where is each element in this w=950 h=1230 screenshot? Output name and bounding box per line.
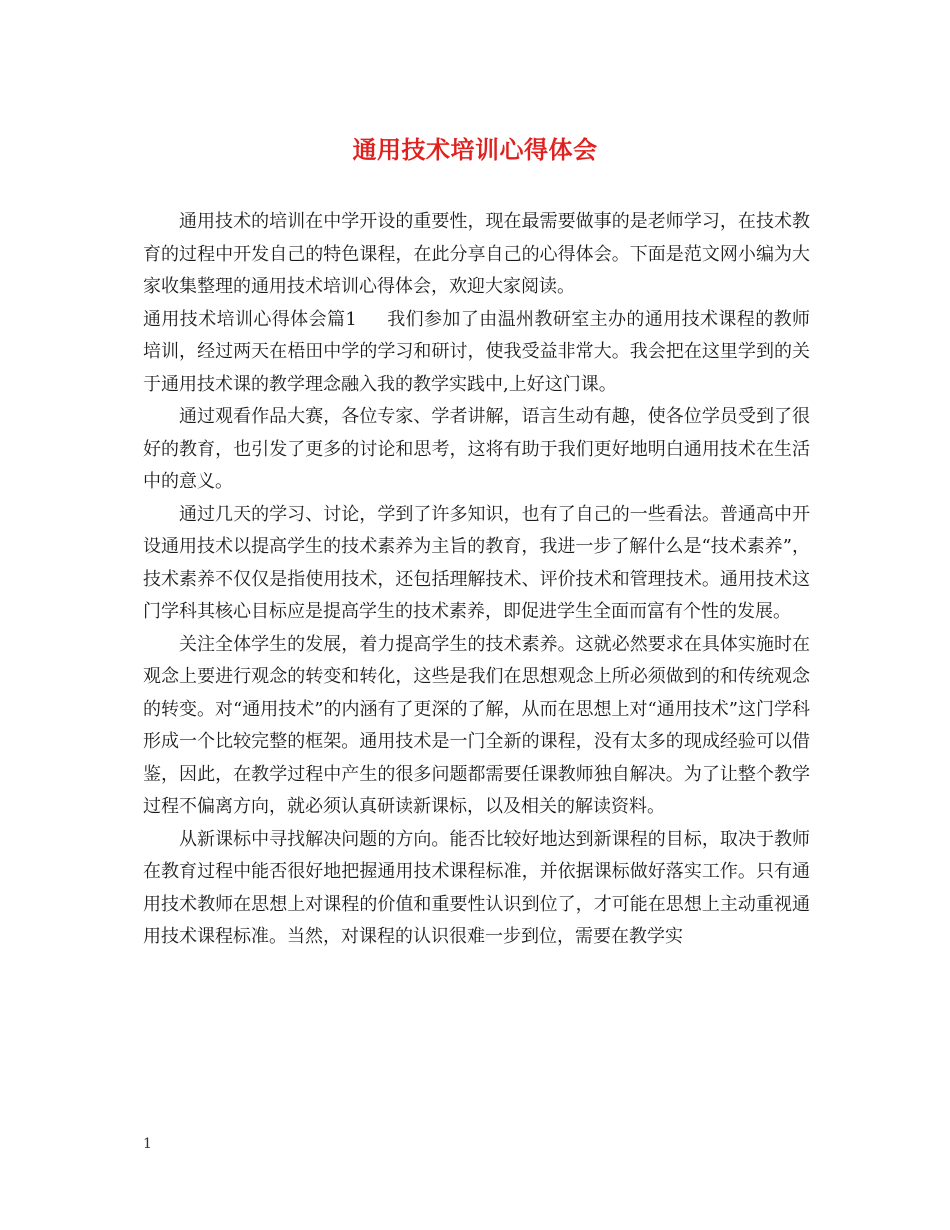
paragraph-section-1	[143, 304, 810, 402]
section-1-text: 我们参加了由温州教研室主办的通用技术课程的教师培训，经过两天在梧田中学的学习和研讨，使我受益非常大。我会把在这里学到的关于通用技术课的教学理念融入我的教学实践中,上好这门课。	[143, 308, 811, 395]
page-number: 1	[143, 1136, 152, 1152]
section-heading: 通用技术培训心得体会篇1	[143, 308, 357, 330]
paragraph-learning: 通过几天的学习、讨论，学到了许多知识，也有了自己的一些看法。普通高中开设通用技术以提高学生的技术素养为主旨的教育，我进一步了解什么是“技术素养”， 技术素养不仅仅是指使用技术，还包括理解技术、评价技术和管理技术。通用技术这门学科其核心目标应是提高学生的技术素养，即促进学生全面而富有个性的发展。	[143, 503, 810, 622]
document-title: 通用技术培训心得体会	[352, 135, 598, 164]
paragraph-observation: 通过观看作品大赛，各位专家、学者讲解，语言生动有趣，使各位学员受到了很好的教育，也引发了更多的讨论和思考，这将有助于我们更好地明白通用技术在生活中的意义。	[143, 406, 810, 492]
document-body	[143, 206, 810, 954]
paragraph-attention: 关注全体学生的发展，着力提高学生的技术素养。这就必然要求在具体实施时在观念上要进行观念的转变和转化，这些是我们在思想观念上所必须做到的和传统观念的转变。对“通用技术”的内涵有了更深的了解，从而在思想上对“通用技术”这门学科形成一个比较完整的框架。通用技术是一门全新的课程，没有太多的现成经验可以借鉴，因此，在教学过程中产生的很多问题都需要任课教师独自解决。为了让整个教学过程不偏离方向，就必须认真研读新课标，以及相关的解读资料。	[143, 633, 810, 817]
paragraph-intro: 通用技术的培训在中学开设的重要性，现在最需要做事的是老师学习，在技术教育的过程中开发自己的特色课程，在此分享自己的心得体会。下面是范文网小编为大家收集整理的通用技术培训心得体会，欢迎大家阅读。	[143, 211, 810, 297]
paragraph-curriculum: 从新课标中寻找解决问题的方向。能否比较好地达到新课程的目标，取决于教师在教育过程中能否很好地把握通用技术课程标准，并依据课标做好落实工作。只有通用技术教师在思想上对课程的价值和重要性认识到位了，才可能在思想上主动重视通用技术课程标准。当然，对课程的认识很难一步到位，需要在教学实	[143, 828, 810, 947]
